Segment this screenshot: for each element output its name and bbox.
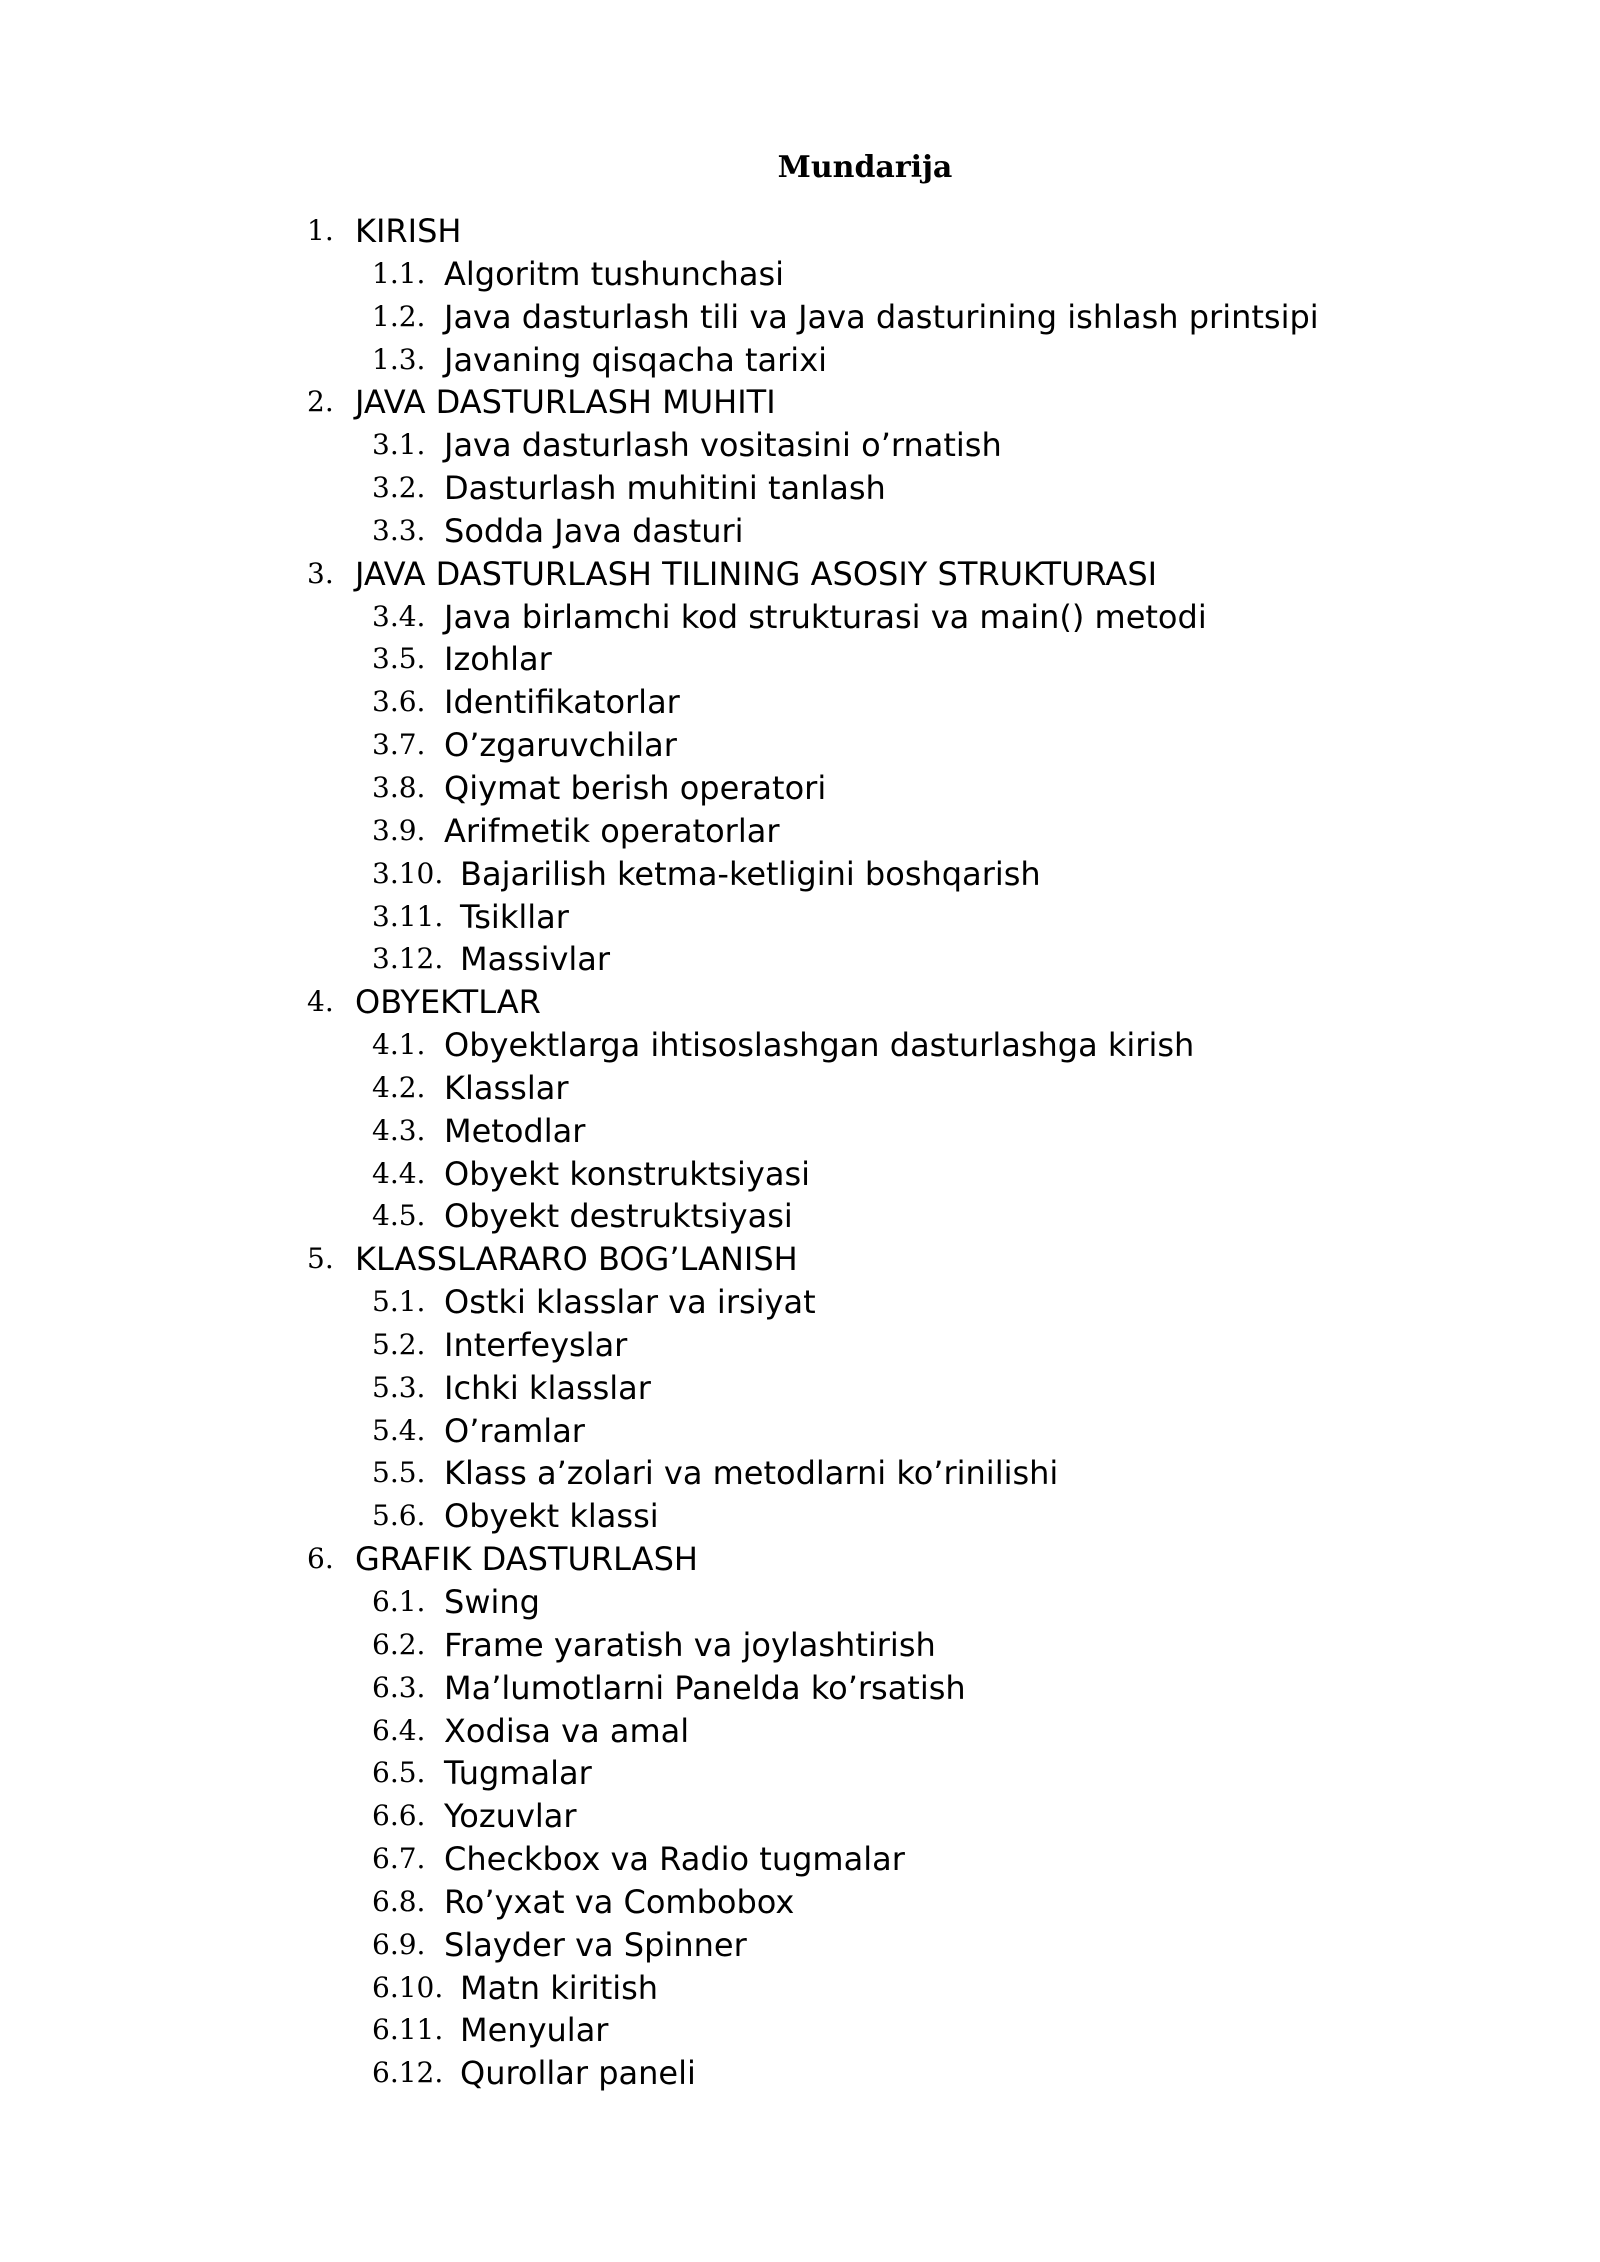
toc-section [0,638,1600,681]
toc-section [0,1967,1600,2010]
toc-section [0,1924,1600,1967]
toc-number: 5.6. [372,1499,426,1533]
toc-title: Tugmalar [444,1754,592,1793]
toc-number: 5. [307,1242,334,1276]
toc-section [0,1881,1600,1924]
toc-number: 3. [307,556,334,590]
toc-section [0,1367,1600,1410]
toc-section [0,1624,1600,1667]
toc-number: 5.3. [372,1370,426,1404]
toc-section [0,2052,1600,2095]
toc-title: Metodlar [444,1111,586,1150]
toc-section [0,681,1600,724]
toc-section [0,1067,1600,1110]
document-title: Mundarija [777,150,953,185]
toc-number: 2. [307,385,334,419]
toc-title: JAVA DASTURLASH TILINING ASOSIY STRUKTURASI [355,554,1158,593]
toc-title: Swing [444,1583,540,1621]
toc-number: 3.4. [372,599,426,633]
toc-section [0,1581,1600,1624]
toc-chapter [0,210,1600,253]
toc-number: 4.1. [372,1028,426,1062]
toc-section [0,938,1600,981]
toc-title: Obyekt klassi [444,1497,659,1536]
toc-section [0,1795,1600,1838]
toc-chapter [0,981,1600,1024]
toc-title: Tsikllar [460,897,569,936]
toc-number: 3.7. [372,728,426,762]
toc-title: Ichki klasslar [444,1368,651,1407]
toc-title: O’zgaruvchilar [444,726,677,765]
toc-title: O’ramlar [444,1411,585,1450]
toc-title: Massivlar [460,940,611,979]
toc-title: Frame yaratish va joylashtirish [444,1625,936,1664]
toc-number: 6.2. [372,1627,426,1661]
toc-title: Ostki klasslar va irsiyat [444,1283,816,1322]
toc-number: 6.5. [372,1756,426,1790]
toc-number: 3.10. [372,856,444,890]
toc-section [0,1667,1600,1710]
toc-number: 6.6. [372,1799,426,1833]
toc-section [0,2009,1600,2052]
toc-number: 3.3. [372,513,426,547]
toc-title: Slayder va Spinner [444,1925,747,1964]
toc-chapter [0,1538,1600,1581]
toc-section [0,724,1600,767]
toc-section [0,1110,1600,1153]
toc-title: Klasslar [444,1068,569,1107]
toc-title: Obyekt konstruktsiyasi [444,1154,811,1193]
toc-title: Obyektlarga ihtisoslashgan dasturlashga kirish [444,1026,1195,1065]
toc-section [0,1281,1600,1324]
toc-chapter [0,553,1600,596]
toc-title: Qurollar paneli [460,2054,696,2093]
toc-section [0,1410,1600,1453]
toc-title: KLASSLARARO BOG’LANISH [355,1240,798,1279]
toc-number: 6.10. [372,1970,444,2004]
toc-number: 3.5. [372,642,426,676]
toc-number: 6.8. [372,1884,426,1918]
toc-number: 4. [307,985,334,1019]
toc-title: Klass a’zolari va metodlarni ko’rinilishi [444,1454,1059,1493]
toc-section [0,296,1600,339]
toc-number: 6.4. [372,1713,426,1747]
toc-section [0,810,1600,853]
toc-title: Java dasturlash vositasini o’rnatish [444,426,1002,465]
toc-number: 4.5. [372,1199,426,1233]
toc-number: 4.3. [372,1113,426,1147]
toc-number: 4.2. [372,1070,426,1104]
toc-section [0,253,1600,296]
toc-number: 6.9. [372,1927,426,1961]
toc-title: OBYEKTLAR [355,983,541,1022]
toc-section [0,1452,1600,1495]
toc-section [0,596,1600,639]
toc-title: Yozuvlar [444,1797,577,1836]
toc-number: 1.2. [372,299,426,333]
toc-number: 3.1. [372,428,426,462]
toc-number: 3.2. [372,471,426,505]
toc-number: 5.5. [372,1456,426,1490]
table-of-contents [0,210,1600,2095]
toc-number: 3.11. [372,899,444,933]
toc-section [0,1495,1600,1538]
toc-section [0,510,1600,553]
toc-section [0,1710,1600,1753]
toc-title: Menyular [460,2011,609,2050]
toc-section [0,1195,1600,1238]
toc-title: Sodda Java dasturi [444,511,744,550]
toc-number: 5.4. [372,1413,426,1447]
toc-number: 6.12. [372,2056,444,2090]
toc-title: Izohlar [444,640,552,679]
toc-title: Java dasturlash tili va Java dasturining ishlash printsipi [444,297,1319,336]
toc-title: Algoritm tushunchasi [444,254,784,293]
toc-section [0,1324,1600,1367]
toc-number: 5.2. [372,1327,426,1361]
toc-section [0,1024,1600,1067]
toc-number: 1.3. [372,342,426,376]
toc-section [0,896,1600,939]
toc-title: Matn kiritish [460,1968,659,2007]
toc-section [0,1838,1600,1881]
toc-title: Java birlamchi kod strukturasi va main() metodi [444,597,1207,636]
toc-title: Bajarilish ketma-ketligini boshqarish [460,854,1041,893]
toc-number: 3.6. [372,685,426,719]
toc-section [0,853,1600,896]
toc-title: KIRISH [355,212,462,250]
toc-number: 1.1. [372,256,426,290]
toc-section [0,1153,1600,1196]
toc-section [0,424,1600,467]
toc-section [0,1752,1600,1795]
toc-number: 5.1. [372,1285,426,1319]
toc-title: Ma’lumotlarni Panelda ko’rsatish [444,1668,966,1707]
toc-title: Identifikatorlar [444,683,680,722]
toc-number: 6.3. [372,1670,426,1704]
toc-number: 4.4. [372,1156,426,1190]
toc-title: JAVA DASTURLASH MUHITI [355,383,776,422]
toc-section [0,467,1600,510]
toc-title: Checkbox va Radio tugmalar [444,1840,905,1879]
toc-title: Javaning qisqacha tarixi [444,340,828,379]
toc-title: Xodisa va amal [444,1711,690,1750]
toc-chapter [0,381,1600,424]
toc-title: Qiymat berish operatori [444,768,827,807]
toc-number: 3.8. [372,770,426,804]
toc-title: Arifmetik operatorlar [444,811,780,850]
toc-section [0,767,1600,810]
toc-number: 6. [307,1542,334,1576]
toc-title: Ro’yxat va Combobox [444,1882,795,1921]
toc-number: 3.9. [372,813,426,847]
toc-chapter [0,1238,1600,1281]
toc-title: Obyekt destruktsiyasi [444,1197,793,1236]
toc-number: 6.7. [372,1842,426,1876]
toc-section [0,339,1600,382]
toc-number: 3.12. [372,942,444,976]
toc-number: 1. [307,214,334,247]
toc-number: 6.11. [372,2013,444,2047]
toc-title: Interfeyslar [444,1325,628,1364]
toc-title: GRAFIK DASTURLASH [355,1540,698,1579]
toc-title: Dasturlash muhitini tanlash [444,469,886,508]
toc-number: 6.1. [372,1585,426,1618]
